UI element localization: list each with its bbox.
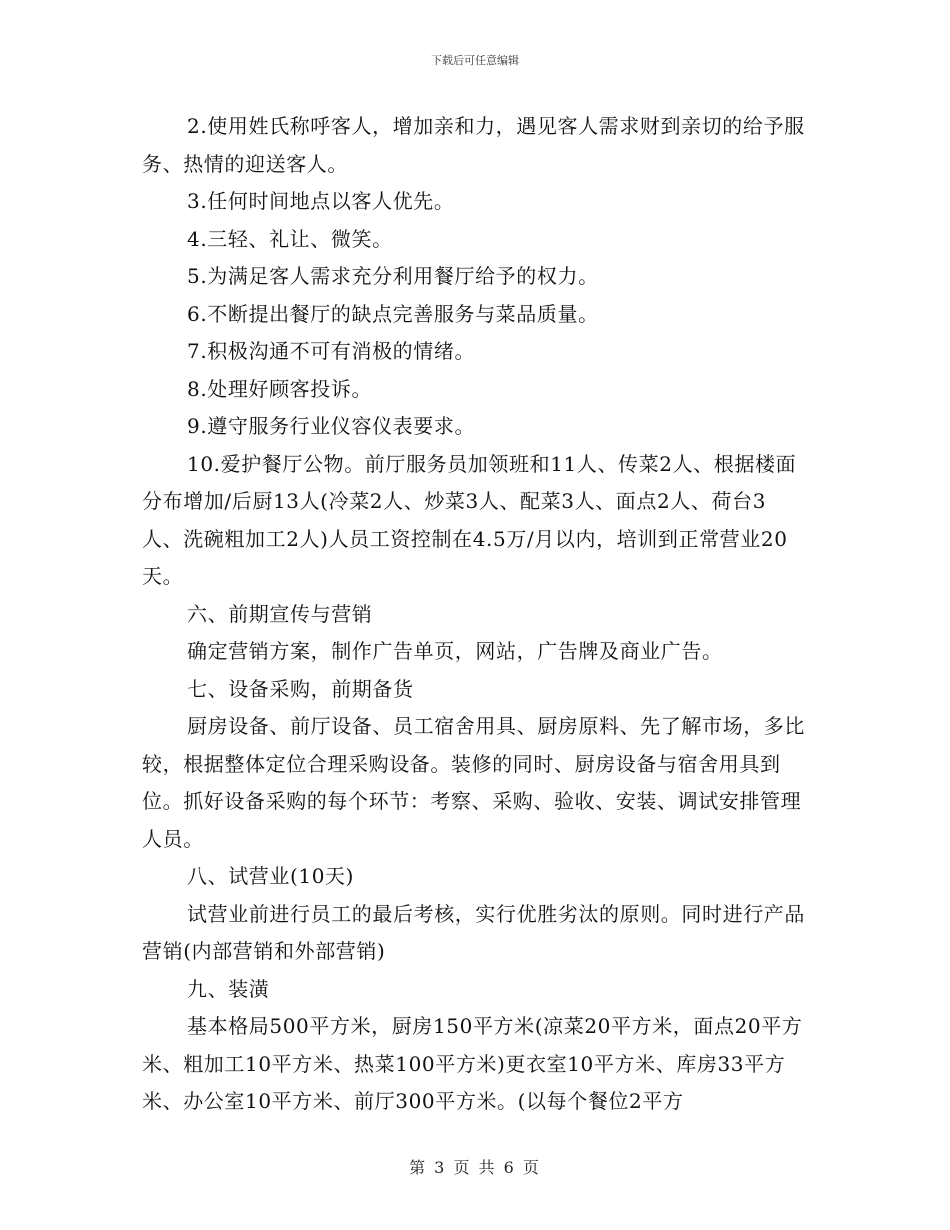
- document-body: [142, 108, 807, 1121]
- paragraph-item-6: 6.不断提出餐厅的缺点完善服务与菜品质量。: [187, 301, 599, 326]
- paragraph-item-2: 2.使用姓氏称呼客人，增加亲和力，遇见客人需求财到亲切的给予服务、热情的迎送客人。: [142, 114, 805, 176]
- paragraph-item-5: 5.为满足客人需求充分利用餐厅给予的权力。: [187, 264, 599, 288]
- paragraph-trial-operation: 试营业前进行员工的最后考核，实行优胜劣汰的原则。同时进行产品营销(内部营销和外部营销): [142, 901, 805, 963]
- section-heading-6: 六、前期宣传与营销: [187, 601, 373, 626]
- paragraph-item-3: 3.任何时间地点以客人优先。: [187, 189, 455, 213]
- paragraph-equipment: 厨房设备、前厅设备、员工宿舍用具、厨房原料、先了解市场，多比较，根据整体定位合理采购设备。装修的同时、厨房设备与宿舍用具到位。抓好设备采购的每个环节：考察、采购、验收、安装、调试安排管理人员。: [142, 714, 805, 851]
- paragraph-item-4: 4.三轻、礼让、微笑。: [187, 226, 393, 251]
- paragraph-item-7: 7.积极沟通不可有消极的情绪。: [187, 339, 476, 363]
- section-heading-7: 七、设备采购，前期备货: [187, 676, 414, 701]
- paragraph-decoration: 基本格局500平方米，厨房150平方米(凉菜20平方米，面点20平方米、粗加工10平方米、热菜100平方米)更衣室10平方米、库房33平方米、办公室10平方米、前厅300平方米。(以每个餐位2平方: [142, 1014, 803, 1113]
- paragraph-marketing: 确定营销方案，制作广告单页，网站，广告牌及商业广告。: [187, 639, 723, 663]
- paragraph-item-8: 8.处理好顾客投诉。: [187, 376, 373, 401]
- page-footer: 第 3 页 共 6 页: [409, 1158, 541, 1177]
- section-heading-9: 九、装潢: [187, 976, 270, 1001]
- paragraph-item-10: 10.爱护餐厅公物。前厅服务员加领班和11人、传菜2人、根据楼面分布增加/后厨13人(冷菜2人、炒菜3人、配菜3人、面点2人、荷台3人、洗碗粗加工2人)人员工资控制在4.5万/月以内，培训到正常营业20天。: [142, 451, 797, 588]
- paragraph-item-9: 9.遵守服务行业仪容仪表要求。: [187, 414, 476, 438]
- section-heading-8: 八、试营业(10天): [187, 864, 355, 888]
- page-header: 下载后可任意编辑: [431, 54, 519, 67]
